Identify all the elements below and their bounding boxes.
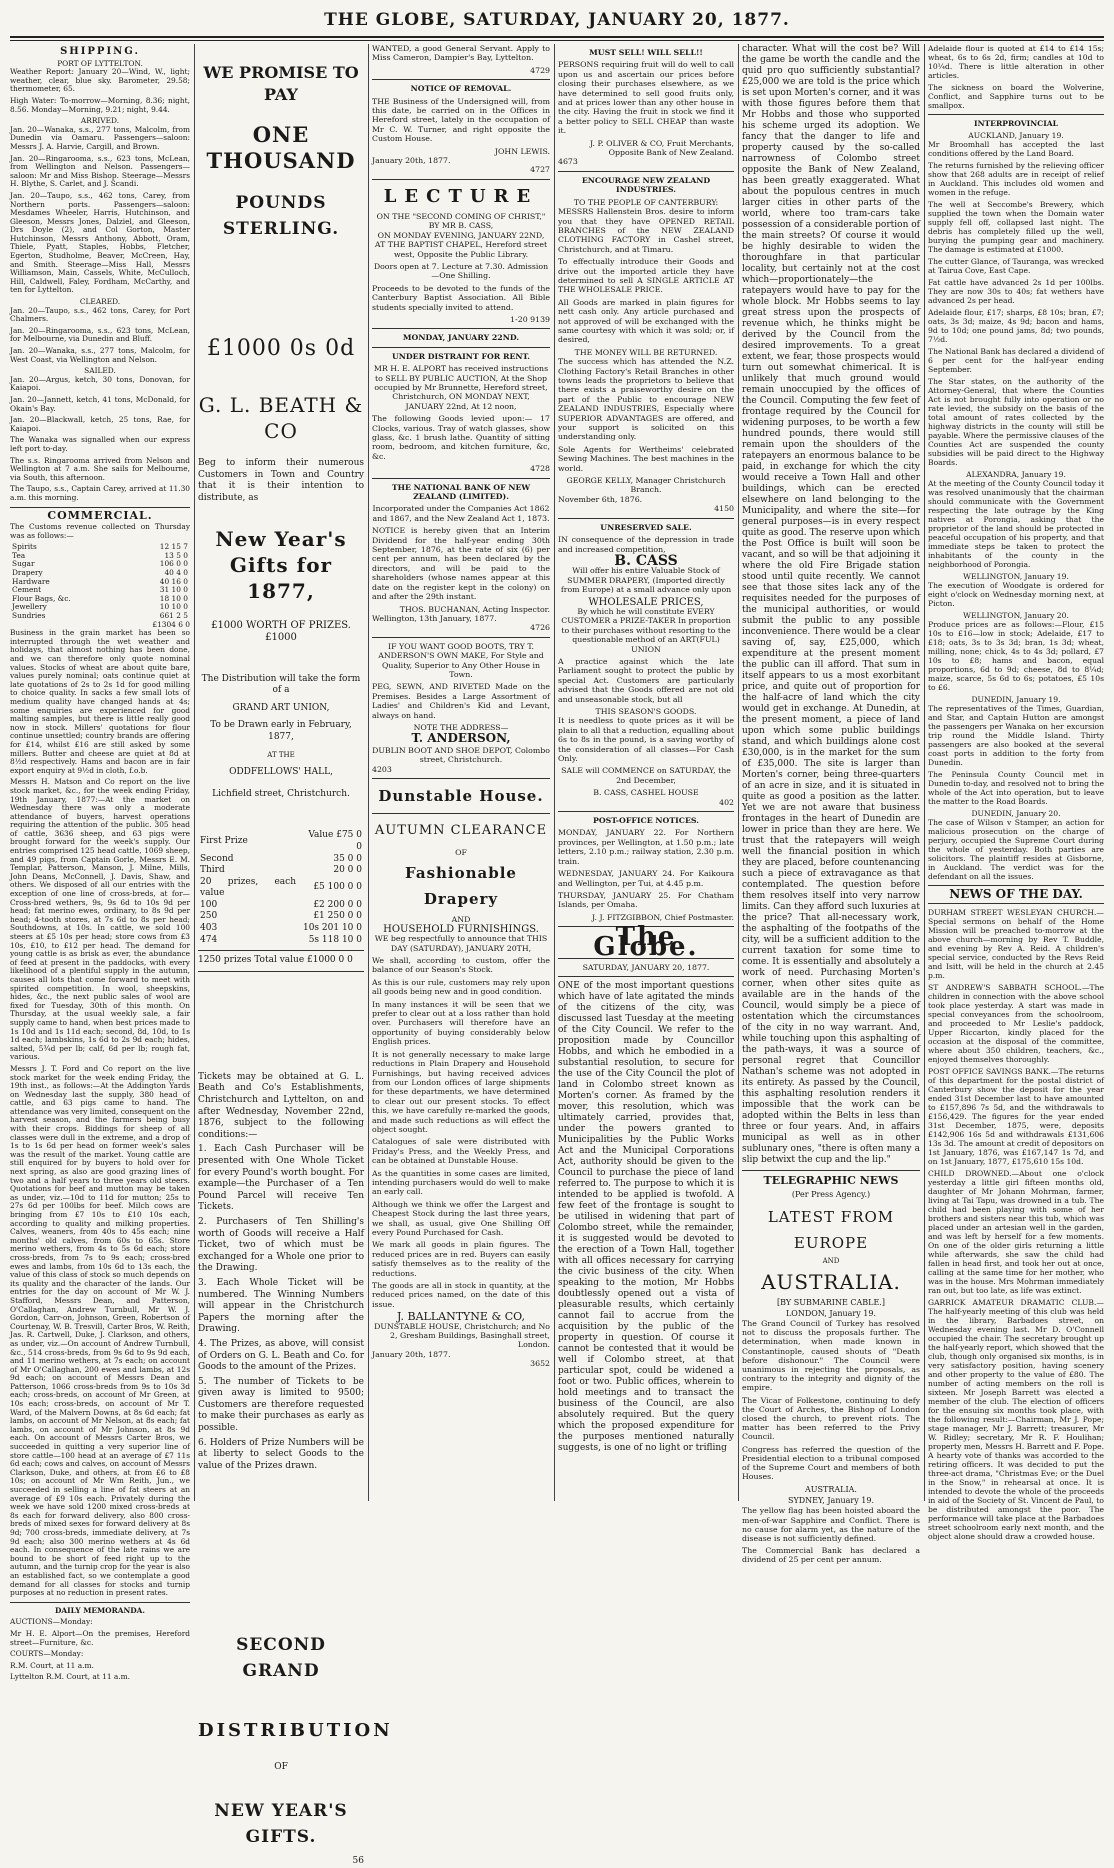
cleared-entry: Jan. 20—Ringarooma, s.s., 623 tons, McLean, for Melbourne, via Dunedin and Bluff.	[10, 325, 190, 344]
street-line: Lichfield street, Christchurch.	[212, 788, 350, 799]
fruit-ad: PERSONS requiring fruit will do well to call upon us and ascertain our prices before closing their purchases elsewhere, as we have determined to sell good fruits only, and at prices lower than any other house in the city. Having the fruit in stock we find it a better policy to SELL CHEAP than waste it.	[558, 60, 734, 136]
shipping-heading: SHIPPING.	[60, 46, 140, 57]
news-item: Produce prices are as follows:—Flour, £15 10s to £16—low in stock; Adelaide, £17 to £18; oats, 3s to 3s 3d; bran, 1s 3d; wheat, milling, none; chick, 4s to 4s 3d; pollard, £7 10s to £8; hams and bacon, equal proportions, 6d to 9d; cheese, 8d to 8¼d; maize, scarce, 5s 6d to 6s; potatoes, £5 10s to £6.	[928, 620, 1104, 692]
ad-reference: 402	[719, 797, 734, 807]
dunstable-para: Catalogues of sale were distributed with Friday's Press, and the Weekly Press, and can be obtained at Dunstable House.	[372, 1137, 550, 1166]
condition: 3. Each Whole Ticket will be numbered. The Winning Numbers will appear in the Christchurch Papers the morning after the Drawing.	[198, 1277, 364, 1335]
commercial-heading: COMMERCIAL.	[47, 508, 153, 522]
customs-row	[10, 543, 190, 552]
dunstable-para: As the quantities in some cases are limited, intending purchasers would do well to make an early call.	[372, 1168, 550, 1197]
drawn-line: To be Drawn early in February, 1877,	[210, 720, 352, 742]
cass-name: B. CASS	[614, 552, 678, 569]
prize-label: 403	[200, 923, 218, 934]
dunstable-para: In many instances it will be seen that we prefer to clear out at a loss rather than hold over. Purchasers will therefore have an opportunity of buying considerably below English prices.	[372, 999, 550, 1047]
lecture-speaker: BY MR B. CASS,	[428, 221, 494, 231]
sailed-entry: Jan. 20—Blackwall, ketch, 25 tons, Rae, for Kaiapoi.	[10, 415, 190, 433]
of-line: OF	[274, 1762, 288, 1773]
masthead: THE GLOBE, SATURDAY, JANUARY 20, 1877.	[324, 10, 790, 30]
prize-table	[198, 830, 364, 946]
sailed-heading: SAILED.	[84, 366, 116, 376]
news-item: Adelaide flour, £17; sharps, £8 10s; bran, £7; oats, 3s 3d; maize, 4s 9d; bacon and hams, 9d to 10d; one pound jams, 8d; two pounds, 7½d.	[928, 308, 1104, 344]
australia-subheading: AUSTRALIA.	[805, 1485, 857, 1495]
firm-name: G. L. BEATH & CO	[198, 393, 364, 443]
prize-label: 474	[200, 934, 218, 945]
column-shipping-commercial	[10, 44, 190, 1682]
divider	[372, 637, 550, 638]
prize-label: Second	[200, 853, 234, 864]
divider	[372, 347, 550, 348]
customs-item: Jewellery	[12, 602, 47, 612]
customs-total: £1304 6 0	[152, 619, 190, 629]
cable-news: Congress has referred the question of the Presidential election to a tribunal composed of the Supreme Court and members of both Houses.	[742, 1444, 920, 1482]
hallenstein-text: Sole Agents for Wertheims' celebrated Sewing Machines. The best machines in the world.	[558, 444, 734, 473]
dunstable-para: The goods are all in stock in quantity, at the reduced prices named, on the date of this issue.	[372, 1281, 550, 1309]
announce-text: WE beg respectfully to announce that THIS DAY (SATURDAY), JANUARY 20TH,	[374, 934, 548, 953]
news-item: The case of Wilson v Stamper, an action for malicious prosecution on the charge of perjury, occupied the Supreme Court during the whole of yesterday. Both parties are solicitors. The plaintiff resides at Gisborne, in Auckland. The verdict was for the defendant on all the issues.	[928, 818, 1104, 881]
divider	[558, 811, 734, 812]
anderson-name: T. ANDERSON,	[411, 731, 511, 746]
lecture-topic: ON THE "SECOND COMING OF CHRIST,"	[376, 211, 546, 221]
customs-intro: The Customs revenue collected on Thursday was as follows:—	[10, 522, 190, 540]
news-item: The representatives of the Times, Guardian, and Star, and Captain Hutton are amongst the passengers per Wanaka on her excursion trip round the Middle Island. Thirty passengers are also booked at the several coast ports in addition to the forty from Dunedin.	[928, 704, 1104, 767]
divider	[928, 885, 1104, 886]
and-line: AND	[822, 1257, 840, 1265]
column-interprovincial-news	[928, 44, 1104, 1541]
ad-reference: 3652	[530, 1359, 550, 1369]
column-divider	[924, 44, 925, 1501]
hallenstein-text: All Goods are marked in plain figures for nett cash only. Any article purchased and not approved of will be exchanged with the same courtesy with which it was sold; or, if desired,	[558, 297, 734, 345]
prize-row	[198, 923, 364, 935]
customs-amount: 13 5 0	[164, 550, 188, 560]
ad-reference: 4729	[530, 65, 550, 75]
prize-label: Third	[200, 865, 225, 876]
news-item: CHILD DROWNED.—About one o'clock yesterday a little girl fifteen months old, daughter of Mr Johann Mohrman, farmer, living at Tai Tapu, was drowned in a tub. The child had been playing with some of her brothers and sisters near this tub, which was placed under an artesian well in the garden, and was left by herself for a few moments. On one of the older girls returning a little while afterwards, she saw the child had fallen in head first, and took her out at once, calling at the same time for her mother, who was in the house. Mrs Mohrman immediately ran out, but too late, as life was extinct.	[928, 1169, 1104, 1295]
intro-text: Beg to inform their numerous Customers in Town and Country that it is their intention to distribute, as	[198, 458, 364, 503]
removal-heading: NOTICE OF REMOVAL.	[410, 84, 512, 94]
divider	[372, 79, 550, 80]
arrived-heading: ARRIVED.	[80, 116, 120, 126]
divider	[742, 1170, 920, 1171]
sailed-entry: Jan. 20—Argus, ketch, 30 tons, Donovan, for Kaiapoi.	[10, 374, 190, 393]
bank-notice: NOTICE is hereby given that an Interim Dividend for the half-year ending 30th September, 1876, at the rate of six (6) per cent per annum, has been declared by the directors, and will be paid to the shareholders (whose names appear at this date on the register kept in the colony) on and after the 29th instant.	[372, 526, 550, 602]
unreserved-heading: UNRESERVED SALE.	[600, 522, 692, 532]
condition: 2. Purchasers of Ten Shilling's worth of Goods will receive a Half Ticket, two of which must be exchanged for a Whole one prior to the Drawing.	[198, 1216, 364, 1274]
column-leader-telegraph	[742, 44, 920, 1565]
dateline: WELLINGTON, January 20.	[963, 611, 1069, 620]
divider	[372, 179, 550, 180]
divider	[372, 478, 550, 479]
prize-taker: By which he will constitute EVERY CUSTOMER a PRIZE-TAKER In proportion to their purchases without resorting to the questionable method of an ART(FUL) UNION	[561, 606, 731, 654]
court-line: Lyttelton R.M. Court, at 11 a.m.	[10, 1672, 130, 1682]
condition: 6. Holders of Prize Numbers will be at liberty to select Goods to the value of the Prizes drawn.	[198, 1437, 364, 1471]
promise-heading: WE PROMISE TO PAY	[203, 63, 359, 104]
dunstable-para: It is not generally necessary to make large reductions in Plain Drapery and Household Furnishings, but having received advices from our London offices of large shipments for these departments, we have determined to clear out our present stocks. To effect this, we have carefully re-marked the goods, and made such reductions as will effect the object sought.	[372, 1049, 550, 1134]
postmaster-signature: J. J. FITZGIBBON, Chief Postmaster.	[591, 912, 734, 922]
news-item: The execution of Woodgate is ordered for eight o'clock on Wednesday morning next, at Picton.	[928, 581, 1104, 608]
bank-signature: THOS. BUCHANAN, Acting Inspector.	[399, 604, 550, 614]
ad-reference: 4726	[530, 623, 550, 633]
post-office-heading: POST-OFFICE NOTICES.	[593, 816, 699, 826]
divider	[372, 778, 550, 779]
thousand-heading: ONE THOUSAND	[206, 122, 356, 173]
prize-value: £1 250 0 0	[313, 911, 362, 922]
cleared-entry: Jan. 20—Wanaka, s.s., 277 tons, Malcolm, for West Coast, via Wellington and Nelson.	[10, 346, 190, 364]
customs-amount: 18 10 0	[159, 593, 188, 603]
bank-date: Wellington, 13th January, 1877.	[372, 613, 497, 623]
divider	[10, 507, 190, 508]
bank-heading: THE NATIONAL BANK OF NEW ZEALAND (LIMITED).	[391, 482, 531, 502]
ad-reference: 4727	[530, 165, 550, 175]
money-returned: THE MONEY WILL BE RETURNED.	[574, 347, 718, 357]
post-office-notice: WEDNESDAY, JANUARY 24. For Kaikoura and Wellington, per Tui, at 4.45 p.m.	[558, 869, 734, 888]
household-heading: HOUSEHOLD FURNISHINGS.	[383, 923, 539, 935]
second-grand: SECOND GRAND	[236, 1635, 326, 1682]
hallenstein-text: To effectually introduce their Goods and drive out the imported article they have determined to sell A SINGLE ARTICLE AT THE WHOLESALE PRICE.	[558, 257, 734, 295]
dunstable-para: We shall, according to custom, offer the balance of our Season's Stock.	[372, 956, 550, 975]
dateline: SYDNEY, January 19.	[787, 1496, 874, 1506]
news-item: POST OFFICE SAVINGS BANK.—The returns of this department for the postal district of Canterbury show the deposit for the year ended 31st December last to have amounted to £157,896 7s 5d, and the withdrawals to £156,429. The figures for the year ended 31st December, 1875, were, deposits £142,906 16s 5d and withdrawals £131,606 13s 3d. The amount at credit of depositors on 1st January, 1876, was £167,147 1s 7d, and on 1st January, 1877, £175,610 15s 10d.	[928, 1067, 1104, 1166]
encourage-heading: ENCOURAGE NEW ZEALAND INDUSTRIES.	[581, 175, 711, 195]
column-divider	[554, 44, 555, 1501]
prize-row	[198, 830, 364, 853]
lecture-heading: LECTURE	[383, 185, 539, 207]
dateline: DUNEDIN, January 19.	[971, 695, 1061, 704]
prize-total: 1250 prizes Total value £1000 0 0	[198, 955, 353, 966]
leader-continued: character. What will the cost be? Will the game be worth the candle and the quid pro quo sufficiently substantial? £25,000 we are told is the price which is set upon Morten's corner, and it was with those figures before them that Mr Hobbs and those who supported his scheme urged its adoption. We fancy that the danger to life and property caused by the so-called narrowness of Colombo street opposite the Bank of New Zealand, has been greatly exaggerated. What about the populous centres in much larger cities in other parts of the world, where too tram-cars take possession of a considerable portion of the main streets? Of course it would be highly desirable to widen the thoroughfare in that particular locality, but certainly not at the cost which—proportionately—the ratepayers would have to pay for the whole block. Mr Hobbs seems to lay great stress upon the prospects of revenue which, he thinks might be derived by the Council from the desired improvements. To a great extent, we fear, those prospects would turn out somewhat chimerical. It is unlikely that much ground would remain unoccupied by the offices of the Council. Computing the few feet of frontage required by the Council for widening purposes, to be worth a few hundred pounds, there would still remain upon the shoulders of the ratepayers an enormous balance to be paid, in exchange for which the city would receive a Town Hall and other buildings, which can be erected elsewhere on land belonging to the Municipality, and where the site—for general purposes—is in every respect quite as good. The reserve upon which the Post Office is built will soon be vacant, and so will be that adjoining it where the old Fire Brigade station stood until quite recently. We cannot see that those sites lack any of the requisites needed for the purposes of the municipal authorities, or would submit the public to any possible inconvenience. There would be a clear saving of, say, £25,000, which expenditure at the present moment the public can ill afford. That sum in itself appears to us a most exorbitant price, and quite out of proportion for the half-acre of land which the city would get in exchange. At Dunedin, at the present moment, a piece of land upon which some public buildings stand, and which buildings alone cost £30,000, is in the market for the sum of £35,000. The site is larger than Morten's corner, being three-quarters of an acre in size, and it is situated in quite as good a position as the latter. Yet we are not aware that business frontages in the heart of Dunedin are lower in price than they are here. We trust that the ratepayers will weigh well the financial position in which they are placed, before countenancing such a piece of extravagance as that contemplated. The question before them resolves itself into very narrow limits. Can they afford such luxuries at the price? That all-necessary work, the asphalting of the footpaths of the city, will be a sufficient addition to the current taxation for some time to come. It is essentially and absolutely a work of need. Purchasing Morten's corner, when other sites quite as available are in the hands of the Council, would simply be a piece of ostentation which the circumstances of the city in no way warrant. And, while touching upon this asphalting of the path-ways, it was a source of personal regret that Councillor Nathan's scheme was not adopted in its entirety. As passed by the Council, this asphalting resolution renders it impossible that the work can be adopted within the Belts in less than three or four years. And, in affairs municipal as well as in other sublunary ones, "there is often many a slip betwixt the cup and the lip."	[742, 44, 920, 1165]
column-adverts	[372, 44, 550, 1501]
tickets-text: Tickets may be obtained at G. L. Beath and Co's Establishments, Christchurch and Lyttelton, on and after Wednesday, November 22nd, 1876, subject to the following conditions:—	[198, 1071, 364, 1140]
news-item: Fat cattle have advanced 2s 1d per 100lbs. They are now 30s to 40s; fat wethers have advanced 2s per head.	[928, 278, 1104, 305]
ad-reference: 4150	[714, 504, 734, 514]
condition: 4. The Prizes, as above, will consist of Orders on G. L. Beath and Co. for Goods to the amount of the Prizes.	[198, 1338, 364, 1373]
weather-report: Weather Report: January 20—Wind, W., light; weather, clear, blue sky. Barometer, 29.58; thermometer, 65.	[10, 67, 190, 94]
divider	[372, 813, 550, 814]
wholesale-heading: WHOLESALE PRICES,	[588, 596, 704, 608]
news-item: The returns furnished by the relieving officer show that 268 adults are in receipt of relief in Auckland. This includes old women and women in the refuge.	[928, 161, 1104, 197]
kelly-signature: GEORGE KELLY, Manager Christchurch Branch.	[566, 476, 726, 495]
telegraphic-heading: TELEGRAPHIC NEWS	[763, 1174, 899, 1187]
market-report: Business in the grain market has been so interrupted through the wet weather and holidays, that almost nothing has been done, and we can therefore only quote nominal values. Stocks of wheat are about quite bare, values purely nominal; oats continue quiet at late quotations of 2s to 2s 1d for good milling to choice quality. In sacks a few small lots of medium quality have changed hands at 4s; some enquiries are experienced for good malting samples, but there is little really good now in stock. Millers' quotations for flour continue unsettled; country brands are offering for £14, whilst £16 are still asked by some millers. Butter and cheese are quiet at 8d at 8½d respectively. Hams and bacon are in fair export enquiry at 9½d in cloth, f.o.b.	[10, 628, 190, 775]
alport-ad: MR H. E. ALPORT has received instructions to SELL BY PUBLIC AUCTION, At the Shop occupied by Mr Brunnette, Hereford street, Christchurch, ON MONDAY NEXT, JANUARY 22nd, At 12 noon,	[373, 364, 549, 411]
dunstable-para: Although we think we offer the Largest and Cheapest Stock during the last three years, we shall, as usual, give One Shilling Off every Pound Purchased for Cash.	[372, 1199, 550, 1237]
dateline: ALEXANDRA, January 19.	[966, 470, 1066, 479]
news-of-day-heading: NEWS OF THE DAY.	[949, 887, 1083, 901]
bank-incorporation: Incorporated under the Companies Act 1862 and 1867, and the New Zealand Act 1, 1873.	[372, 504, 550, 523]
customs-amount: 12 15 7	[159, 542, 188, 552]
masthead-rule	[10, 36, 1104, 38]
cable-news: The yellow flag has been hoisted aboard the men-of-war Sapphire and Conflict. There is no cause for alarm yet, as the nature of the disease is not sufficiently defined.	[742, 1506, 920, 1544]
removal-signature: JOHN LEWIS.	[494, 146, 550, 156]
ballantyne-date: January 20th, 1877.	[372, 1349, 451, 1359]
ad-reference: 56	[352, 1856, 364, 1867]
customs-item: Spirits	[12, 542, 37, 552]
customs-item: Sugar	[12, 559, 35, 569]
customs-item: Sundries	[12, 611, 46, 621]
prize-label: 100	[200, 899, 218, 910]
news-item: ST ANDREW'S SABBATH SCHOOL.—The children in connection with the above school took place yesterday. A start was made in special conveyances from the schoolroom, and proceeded to Mr Leslie's paddock, Upper Riccarton, kindly placed for the occasion at the disposal of the committee, where about 350 children, teachers, &c., enjoyed themselves thoroughly.	[928, 983, 1104, 1064]
hall-line: ODDFELLOWS' HALL,	[229, 767, 333, 778]
dateline: DUNEDIN, January 20.	[971, 809, 1061, 818]
masthead-rule-thin	[10, 40, 1104, 41]
cass-signature: B. CASS, CASHEL HOUSE	[593, 788, 699, 798]
cass-text: It is needless to quote prices as it will be plain to all that a reduction, equalling about 6s to 8s in the pound, is a saving worthy of the consideration of all classes—For Cash Only.	[558, 716, 734, 764]
prize-row	[198, 854, 364, 866]
levied-goods: The following Goods levied upon:— 17 Clocks, various. Tray of watch glasses, show glass, &c. 1 brush lathe. Quantity of sitting room, bedroom, and kitchen furniture, &c, &c.	[372, 414, 550, 461]
lecture-doors: Doors open at 7. Lecture at 7.30. Admission—One Shilling.	[373, 261, 549, 281]
prize-value: Value £75 0 0	[308, 830, 362, 852]
prize-value: 10s 201 10 0	[302, 923, 362, 934]
ballantyne-name: J. BALLANTYNE & CO,	[396, 1310, 526, 1324]
prize-row	[198, 911, 364, 923]
news-item: The cutter Glance, of Tauranga, was wrecked at Tairua Cove, East Cape.	[928, 257, 1104, 275]
prize-row	[198, 877, 364, 900]
prize-value: £2 200 0 0	[313, 899, 362, 910]
prize-label: 20 prizes, each value	[200, 876, 297, 899]
globe-title: The Globe.	[593, 922, 699, 962]
divider	[928, 903, 1104, 904]
memoranda-heading: DAILY MEMORANDA.	[55, 1605, 145, 1615]
news-item: At the meeting of the County Council today it was resolved unanimously that the chairman should communicate with the Government respecting the late outrage by the King natives at Porongia, asking that the proprietor of the land should be protected in peaceful occupation of his property, and that immediate steps be taken to protect the inhabitants of the county in the neighborhood of Porongia.	[928, 479, 1104, 569]
column-divider	[368, 44, 369, 1501]
ad-reference: 1-20 9139	[510, 314, 550, 324]
alport-line: Mr H. E. Alport—On the premises, Hereford street—Furniture, &c.	[10, 1628, 190, 1647]
hallenstein-text: MESSRS Hallenstein Bros. desire to inform you that they have OPENED RETAIL BRANCHES of the NEW ZEALAND CLOTHING FACTORY in Cashel street, Christchurch, and at Timaru.	[558, 207, 734, 254]
arrival-entry: Jan. 20—Taupo, s.s., 462 tons, Carey, from Northern ports. Passengers—saloon: Mesdames Wheeler, Harris, Hutchinson, and Gleeson, Messrs Jones, Dalziel, and Gleeson, Drs Doyle (2), and Col Gorton, Master Hutchinson, Messrs Anthony, Abbott, Oram, Thiele, Pyatt, Staples, Hobbs, Fletcher, Egerton, Studholme, Beaver, McCreen, Hay, and Smith. Steerage—Miss Hall, Messrs Williamson, Main, Cassels, White, McCulloch, Hill, Caldwell, Faley, Fordham, McCarthy, and ten for Lyttelton.	[10, 190, 190, 295]
removal-text: THE Business of the Undersigned will, from this date, be carried on in the Offices in Hereford street, lately in the occupation of Mr C. W. Turner, and right opposite the Custom House.	[372, 96, 550, 144]
customs-item: Tea	[12, 550, 26, 560]
shipping-note: The Wanaka was signalled when our express left port to-day.	[10, 435, 190, 453]
news-item: The well at Seccombe's Brewery, which supplied the town when the Domain water supply fell off, collapsed last night. The debris has completely filled up the well, burying the pumping gear and machinery. The damage is estimated at £1000.	[928, 200, 1104, 254]
distribution-text: The Distribution will take the form of a	[201, 673, 361, 696]
hallenstein-text: The success which has attended the N.Z. Clothing Factory's Retail Branches in other towns leads the proprietors to believe that there exists a praiseworthy desire on the part of the Public to encourage NEW ZEALAND INDUSTRIES, Especially where SUPERIOR ADVANTAGES are offered, and your support is solicited on this understanding only.	[558, 357, 734, 442]
customs-amount: 40 16 0	[159, 576, 188, 586]
news-item: GARRICK AMATEUR DRAMATIC CLUB.—The half-yearly meeting of this club was held in the library, Barbadoes street, on Wednesday evening last. Mr D. O'Connell occupied the chair. The secretary brought up the half-yearly report, which showed that the club, though only organised six months, is in very satisfactory position, having scenery and other property to the value of £80. The number of acting members on the roll is sixteen. Mr Joseph Barrett was elected a member of the club. The election of officers for the ensuing six months took place, with the following result:—Chairman, Mr J. Pope; stage manager, Mr J. Barrett; treasurer, Mr W. Ridley; secretary, Mr R. F. Houlihan; property men, Messrs H. Barrett and F. Pope. A hearty vote of thanks was accorded to the retiring officers. It was decided to put the three-act drama, "Christmas Eve; or the Duel in the Snow," in rehearsal at once. It is intended to devote the whole of the proceeds in aid of the Society of St. Vincent de Paul, to be distributed amongst the poor. The performance will take place at the Barbadoes street schoolroom early next month, and the object alone should draw a crowded house.	[928, 1298, 1104, 1541]
court-line: R.M. Court, at 11 a.m.	[10, 1660, 94, 1670]
customs-amount: 40 4 0	[164, 568, 188, 578]
ballantyne-address: DUNSTABLE HOUSE, Christchurch; and No 2, Gresham Buildings, Basinghall street, London.	[374, 1321, 550, 1350]
shipping-note: The Taupo, s.s., Captain Carey, arrived at 11.30 a.m. this morning.	[10, 484, 190, 502]
at-line: AT THE	[267, 750, 295, 759]
dunstable-para: We mark all goods in plain figures. The reduced prices are in red. Buyers can easily satisfy themselves as to the reality of the reductions.	[372, 1240, 550, 1278]
customs-amount: 661 2 5	[159, 611, 188, 621]
post-office-notice: MONDAY, JANUARY 22. For Northern provinces, per Wellington, at 1.50 p.m.; late letters, 2.10 p.m.; railway station, 2.30 p.m. train.	[558, 828, 734, 866]
of-line: OF	[455, 848, 467, 857]
removal-date: January 20th, 1877.	[372, 156, 451, 166]
pegged-ad: PEG, SEWN, AND RIVETED Made on the Premises. Besides a Large Assortment of Ladies' and Children's Kid and Levant, always on hand.	[372, 682, 550, 720]
dunstable-para: As this is our rule, customers may rely upon all goods being new and in good condition.	[372, 977, 550, 997]
lecture-when: ON MONDAY EVENING, JANUARY 22ND, AT THE BAPTIST CHAPEL, Hereford street west, Opposite the Public Library.	[374, 230, 548, 259]
monday-heading: MONDAY, JANUARY 22ND.	[402, 333, 520, 343]
arrival-entry: Jan. 20—Ringarooma, s.s., 623 tons, McLean, from Wellington and Nelson. Passengers—saloon: Mr and Miss Bishop. Steerage—Messrs H. Blythe, S. Carlet, and J. Scandi.	[10, 153, 190, 189]
lecture-proceeds: Proceeds to be devoted to the funds of the Canterbury Baptist Association. All Bible students specially invited to attend.	[372, 283, 550, 312]
prize-row	[198, 935, 364, 947]
prize-label: 250	[200, 911, 218, 922]
season-heading: THIS SEASON'S GOODS.	[595, 707, 697, 716]
leader-article: ONE of the most important questions which have of late agitated the minds of the citizens of the city, was discussed last Tuesday at the meeting of the City Council. We refer to the proposition made by Councillor Hobbs, and which he embodied in a substantial resolution, to secure for the use of the City Council the plot of land in Colombo street known as Morten's corner. As framed by the mover, this resolution, which was ultimately carried, provides that, under the powers granted to Municipalities by the Public Works Act and the Municipal Corporations Act, authority should be given to the Council to purchase the piece of land referred to. The purpose to which it is intended to be applied is twofold. A few feet of the frontage is sought to be utilised in widening that part of Colombo street, while the remainder, it is suggested would be devoted to the erection of a Town Hall, together with all offices necessary for carrying the civic business of the city. When speaking to the motion, Mr Hobbs doubtlessly opened out a vista of pleasurable results, which certainly cannot fail to accrue from the acquisition by the public of the property in question. Of course it cannot be contested that it would be well if Colombo street, at that particular spot, could be widened a foot or two. Public offices, wherein to hold meetings and to transact the business of the Council, are also absolutely required. But the query which the proposed expenditure for the purposes mentioned naturally suggests, is one of no light or trifling	[558, 981, 734, 1454]
condition: 1. Each Cash Purchaser will be presented with One Whole Ticket for every Pound's worth bought. For example—the Purchaser of a Ten Pound Parcel will receive Ten Tickets.	[198, 1144, 364, 1213]
ad-reference: 4728	[530, 464, 550, 474]
shipping-note: The s.s. Ringarooma arrived from Nelson and Wellington at 7 a.m. She sails for Melbourne, via South, this afternoon.	[10, 455, 190, 482]
anderson-depot: DUBLIN BOOT AND SHOE DEPOT, Colombo street, Christchurch.	[372, 745, 550, 765]
customs-item: Cement	[12, 585, 42, 595]
latest-heading: LATEST FROM EUROPE	[767, 1208, 895, 1252]
prize-value: 20 0 0	[333, 865, 362, 876]
condition: 5. The number of Tickets to be given away is limited to 9500; Customers are therefore requested to make their purchases as early as possible.	[198, 1376, 364, 1434]
cleared-heading: CLEARED.	[79, 297, 121, 307]
divider	[558, 976, 734, 977]
worth-line: £1000 WORTH OF PRIZES. £1000	[211, 620, 351, 643]
post-office-notice: THURSDAY, JANUARY 25. For Chatham Islands, per Omaha.	[558, 890, 734, 910]
wanted-ad: WANTED, a good General Servant. Apply to Miss Cameron, Dampier's Bay, Lyttelton.	[372, 44, 550, 63]
divider	[372, 328, 550, 329]
cable-news: The Grand Council of Turkey has resolved not to discuss the proposals further. The determination, when made known in Constantinople, caused shouts of "Death before dishonour." The Council were unanimous in rejecting the proposals, as contrary to the integrity and dignity of the empire.	[742, 1319, 920, 1393]
must-sell-heading: MUST SELL! WILL SELL!!	[589, 48, 703, 57]
prize-value: £5 100 0 0	[313, 882, 362, 893]
news-item: The sickness on board the Wolverine, Conflict, and Sapphire turns out to be smallpox.	[928, 83, 1104, 110]
cass-offer: Will offer his entire Valuable Stock of SUMMER DRAPERY, (Imported directly from Europe) at a small advance only upon	[560, 566, 732, 595]
divider	[198, 971, 364, 972]
to-people: TO THE PEOPLE OF CANTERBURY:	[573, 197, 719, 207]
dateline: AUCKLAND, January 19.	[968, 131, 1064, 140]
sailed-entry: Jan. 20—Jannett, ketch, 41 tons, McDonald, for Okain's Bay.	[10, 394, 190, 413]
fashionable-heading: Fashionable Drapery	[405, 864, 517, 909]
news-item: The National Bank has declared a dividend of 6 per cent for the half-year ending September.	[928, 347, 1104, 374]
dateline: LONDON, January 19.	[785, 1309, 877, 1318]
customs-amount: 106 0 0	[159, 559, 188, 569]
prize-value: 35 0 0	[333, 853, 362, 864]
news-item: Adelaide flour is quoted at £14 to £14 15s; wheat, 6s to 6s 2d, firm; candles at 10d to 10¼d. There is little alteration in other articles.	[928, 44, 1104, 80]
customs-item: Drapery	[12, 568, 43, 578]
customs-table	[10, 543, 190, 620]
australia-heading: AUSTRALIA.	[761, 1270, 901, 1294]
high-water: High Water: To-morrow—Morning, 8.36; night, 8.56. Monday—Morning, 9.21; night, 9.44.	[10, 95, 190, 114]
divider	[558, 518, 734, 519]
and-line: AND	[451, 915, 471, 925]
customs-amount: 10 10 0	[159, 602, 188, 612]
cable-news: The Commercial Bank has declared a dividend of 25 per cent per annum.	[742, 1546, 920, 1565]
auctions-line: AUCTIONS—Monday:	[10, 1617, 93, 1627]
news-item: The Peninsula County Council met in Dunedin to-day, and resolved not to bring the whole of the Act into operation, but to leave the matter to the Road Boards.	[928, 770, 1104, 806]
gifts-heading: New Year's Gifts for 1877,	[215, 527, 347, 604]
divider	[198, 950, 364, 951]
cable-line: [BY SUBMARINE CABLE.]	[777, 1298, 885, 1307]
press-agency: (Per Press Agency.)	[791, 1190, 871, 1199]
commence-text: SALE will COMMENCE on SATURDAY, the 2nd December,	[561, 766, 731, 785]
distribution-heading: DISTRIBUTION	[198, 1720, 393, 1742]
column-divider	[194, 44, 195, 1501]
dateline: WELLINGTON, January 19.	[963, 572, 1069, 581]
cass-text: IN consequence of the depression in trade and increased competition,	[558, 535, 734, 554]
boots-ad: IF YOU WANT GOOD BOOTS, TRY T. ANDERSON'S OWN MAKE, For Style and Quality, Superior to Any Other House in Town.	[378, 641, 544, 679]
courts-line: COURTS—Monday:	[10, 1649, 84, 1659]
dunstable-heading: Dunstable House.	[378, 787, 544, 805]
oliver-signature: J. P. OLIVER & CO, Fruit Merchants, Opposite Bank of New Zealand.	[590, 138, 734, 158]
prize-row	[198, 865, 364, 877]
customs-amount: 31 10 0	[159, 585, 188, 595]
matson-report: Messrs H. Matson and Co report on the live stock market, &c., for the week ending Friday, 19th January, 1877:—At the market on Wednesday there was only a moderate attendance of buyers, harvest operations requiring the attention of the public. 305 head of cattle, 3636 sheep, and 63 pigs were brought forward for the week's supply. Our entries comprised 125 head cattle, 1069 sheep, and 49 pigs, from Captain Gorle, Messrs E. M. Templar, Patterson, Manson, J. Milne, Mills, John Deans, McConnell, J. Davis, Shaw, and others. We disposed of all our entries with the exception of one line of cross-breds, at for—Cross-bred wethers, 9s, 9s 6d to 10s 9d per head; fat merino ewes, ordinary, to 8s 9d per head; 4-tooth stores, at 7s 6d to 8s per head; Southdowns, at 10s. In cattle, we sold 100 steers at £5 10s per head; store cows from £3 10s, £10, to £12 per head. The demand for young cattle is as brisk as ever, the abundance of feed at present in the paddocks, with every likelihood of a plentiful supply in the autumn, causes all lots that come forward to meet with spirited competition. In wool, sheepskins, hides, &c., the next public sales of wool are fixed for Tuesday, 30th of this month. On Thursday, at the usual weekly sale, a fair supply came to hand, when best prices made to 1s 10d and 1s 11d each; second, 8d, 10d, to 1s 1d each; lambskins, 1s 6d to 2s 9d each; hides, salted, 5¾d per lb; calf, 6d per lb; rough fat, various.	[10, 777, 190, 1062]
new-years-gifts: NEW YEAR'S GIFTS.	[214, 1801, 348, 1848]
cleared-entry: Jan. 20—Taupo, s.s., 462 tons, Carey, for Port Chalmers.	[10, 305, 190, 324]
cable-news: The Vicar of Folkestone, continuing to defy the Court of Arches, the Bishop of London closed the church, to prevent riots. The matter has been referred to the Privy Council.	[742, 1395, 920, 1442]
globe-date: SATURDAY, JANUARY 20, 1877.	[582, 962, 710, 972]
column-divider	[738, 44, 739, 1501]
ad-reference: 4673	[558, 157, 578, 167]
note-address: NOTE THE ADDRESS—	[413, 722, 509, 732]
cass-text: A practice against which the late Parliament sought to protect the public by special Act. Customers are particularly advised that the Goods offered are not old and unseasonable stock, but all	[558, 656, 734, 704]
divider	[10, 1602, 190, 1603]
distraint-heading: UNDER DISTRAINT FOR RENT.	[391, 351, 531, 361]
kelly-date: November 6th, 1876.	[558, 494, 643, 504]
prize-value: 5s 118 10 0	[308, 934, 362, 945]
interprovincial-heading: INTERPROVINCIAL	[974, 119, 1058, 128]
arrival-entry: Jan. 20—Wanaka, s.s., 277 tons, Malcolm, from Dunedin via Oamaru. Passengers—saloon: Messrs J. A. Harvie, Cargill, and Brown.	[10, 124, 190, 151]
ford-report: Messrs J. T. Ford and Co report on the live stock market for the week ending Friday, the 19th inst., as follows:—At the Addington Yards on Wednesday last the supply, 380 head of cattle, and 63 pigs came to hand. The attendance was very limited, consequent on the harvest season, and the farmers being busy with their crops. Biddings for sheep of all classes were dull in the extreme, and a drop of 1s to 1s 6d per head on former week's sales was the result of the market. Young cattle are still enquired for by buyers to hold over for next spring, as also are good grazing lines of two and a half years to three years old steers. Quotations for beef and mutton may be taken as under, viz.—10d to 11d for mutton; 25s to 27s 6d per 100lbs for beef. Milch cows are bringing from £7 10s to £10 10s each, according to quality and milking properties. Calves, weaners, from 40s to 45s each; nine months' old calves, from 60s to 65s. Store merino wethers, from 4s to 5s 6d each; store cross-breds, from 7s to 9s each; cross-bred ewes and lambs, from 10s 6d to 13s each, the value of this class of stock so much depends on its quality and the character of the lands. Our entries for the day on account of Mr W. J. Stafford, Messrs Dean, and Patterson, O'Callaghan, Andrew Turnbull, Mr W. J. Gordon, Carr-on, Johnson, Green, Robertson of Courtenay, W. B. Tresvill, Carter Bros, W. Reith, Jas. R. Cartwell, Duke, J. Clarkson, and others, as under, viz.—On account of Andrew Turnbull, &c., 514 cross-breds, from 9s 6d to 9s 9d each, and 11 merino wethers, at 7s each; on account of Mr O'Callaghan, 200 ewes and lambs, at 12s 9d each; on account of Messrs Dean and Patterson, 1066 cross-breds from 9s to 10s 3d each; cross-breds, on account of Mr Green, at 10s each; cross-breds, on account of Mr T. Ward, of the Malvern Downs, at 8s 6d each; fat lambs, on account of Mr Nelson, at 8s each; fat lambs, on account of Mr Johnson, at 8s 9d each. On account of Messrs Carter Bros, we succeeded in quitting a very superior line of store cattle—100 head at an average of £7 11s 6d each; cows and calves, on account of Messrs Clarkson, Duke, and others, at from £6 to £8 10s; on account of Mr Wm Reith, Jun., we succeeded in selling a line of fat steers at an average of £9 10s each. Privately during the week we have sold 1200 mixed cross-breds at 8s each for forward delivery, also 800 cross-breds of mixed sexes for forward delivery at 8s 9d; 700 cross-breds, immediate delivery, at 7s 9d each; also 300 merino wethers at 4s 6d each. In consequence of the late rains we are bound to be short of feed right up to the autumn, and the turnip crop for the year is also an established fact, so we contemplate a good demand for all classes for stocks and turnip purposes at no reduction in present rates.	[10, 1063, 190, 1598]
prize-row	[198, 900, 364, 912]
customs-item: Hardware	[12, 576, 50, 586]
customs-item: Flour Bags, &c.	[12, 593, 71, 603]
divider	[558, 171, 734, 172]
pounds-heading: POUNDS STERLING.	[222, 193, 340, 239]
amount-heading: £1000 0s 0d	[206, 336, 356, 361]
news-item: Mr Broomhall has accepted the last conditions offered by the Land Board.	[928, 140, 1104, 158]
art-union: GRAND ART UNION,	[232, 702, 330, 713]
news-item: The Star states, on the authority of the Attorney-General, that where the Counties Act is not brought fully into operation or no rate levied, the subsidy on the basis of the total amount of rates collected by the highway districts in the county will still be payable. Where the permissive clauses of the Counties Act are suspended the county subsidies will be paid direct to the Highway Boards.	[928, 377, 1104, 467]
prize-label: First Prize	[200, 836, 248, 847]
port-heading: PORT OF LYTTELTON.	[57, 58, 143, 68]
ad-reference: 4203	[372, 764, 392, 774]
autumn-heading: AUTUMN CLEARANCE	[374, 823, 548, 838]
news-item: DURHAM STREET WESLEYAN CHURCH.—Special sermons on behalf of the Home Mission will be preached to-morrow at the above church—morning by Rev T. Buddle, and evening by Rev A. Reid. A children's special service, conducted by the Revs Reid and Isitt, will be held in the church at 2.45 p.m.	[928, 908, 1104, 980]
divider	[928, 114, 1104, 115]
column-adverts-leader	[558, 44, 734, 1501]
